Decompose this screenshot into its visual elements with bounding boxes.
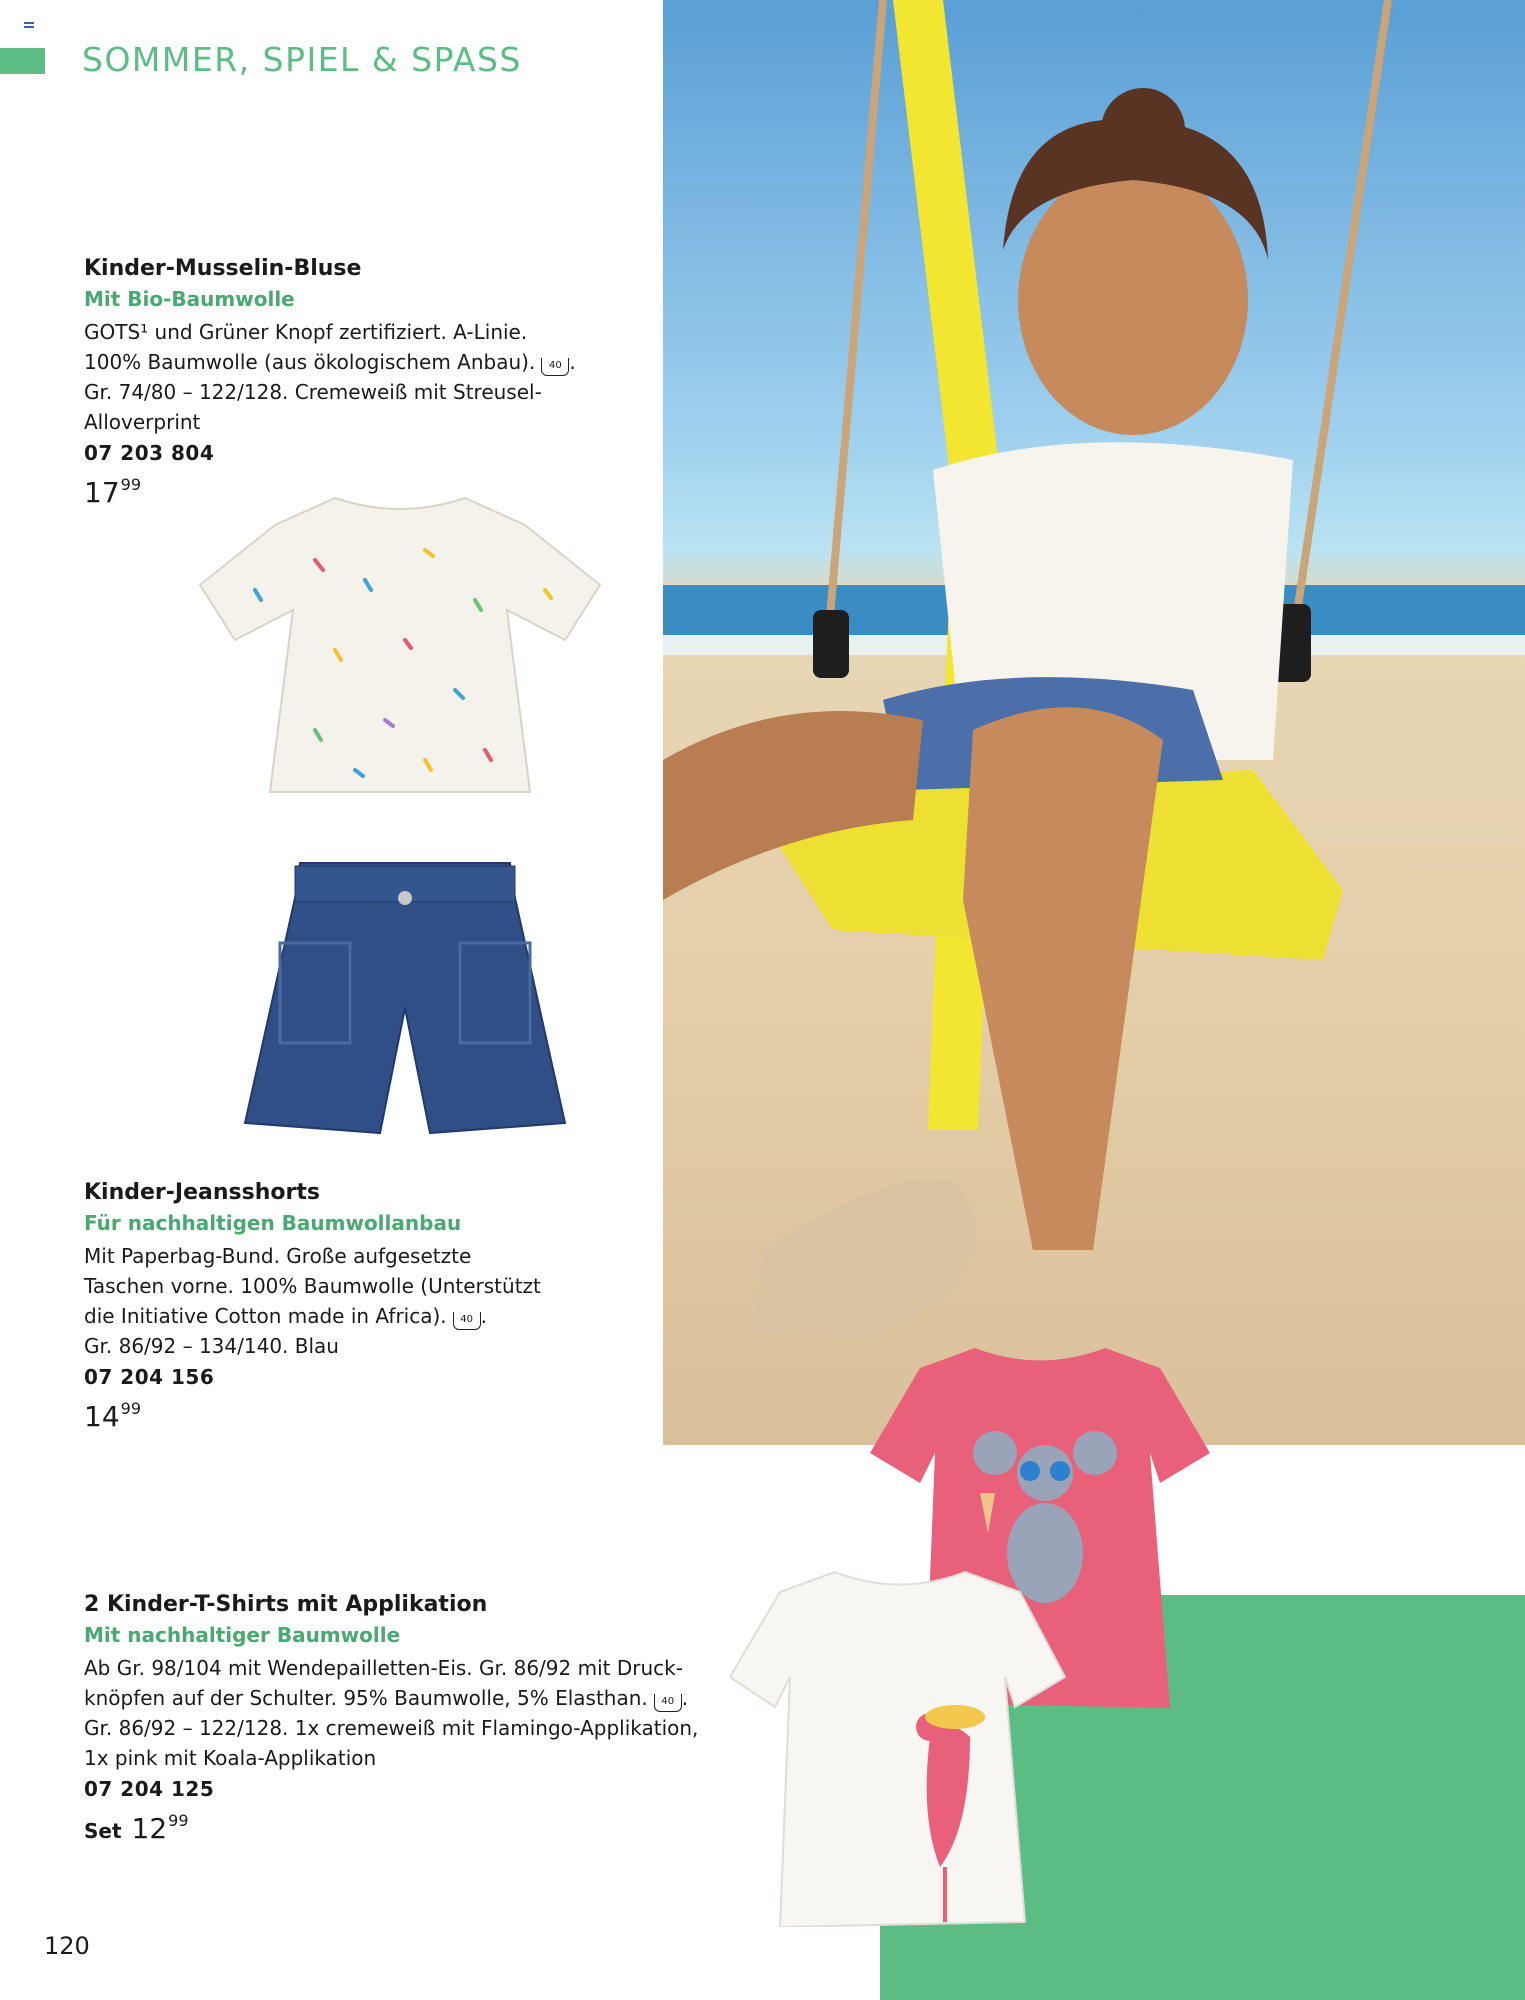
article-number: 07 204 156 (84, 1365, 215, 1389)
description-line: die Initiative Cotton made in Africa). 40 . (84, 1304, 487, 1328)
description-line: GOTS¹ und Grüner Knopf zertifiziert. A-Linie. (84, 320, 528, 344)
description-line: 100% Baumwolle (aus ökologischem Anbau). 40 . (84, 350, 576, 374)
header-accent-bar (0, 48, 45, 74)
wash-symbol-icon: 40 (541, 358, 569, 376)
description-line: Ab Gr. 98/104 mit Wendepailletten-Eis. Gr. 86/92 mit Druck- (84, 1656, 683, 1680)
product-description (84, 1653, 804, 1773)
page-title: SOMMER, SPIEL & SPASS (82, 40, 522, 79)
hero-photo (663, 0, 1525, 1445)
product-name: Kinder-Jeansshorts (84, 1180, 320, 1205)
menu-icon[interactable] (24, 22, 34, 30)
article-number: 07 204 125 (84, 1777, 215, 1801)
product-tshirts (84, 1592, 804, 1845)
description-line: 1x pink mit Koala-Applikation (84, 1746, 377, 1770)
blouse-image (195, 490, 605, 800)
product-name: Kinder-Musselin-Bluse (84, 256, 362, 281)
product-description (84, 1241, 684, 1361)
swing-scene-illustration (663, 0, 1525, 1445)
description-line: Mit Paperbag-Bund. Große aufgesetzte (84, 1244, 472, 1268)
product-description (84, 317, 684, 437)
page-number: 120 (44, 1932, 90, 1960)
description-line: Gr. 86/92 – 122/128. 1x cremeweiß mit Flamingo-Applikation, (84, 1716, 699, 1740)
product-blouse (84, 256, 684, 509)
price-prefix: Set (84, 1819, 122, 1843)
product-subtitle: Mit Bio-Baumwolle (84, 287, 295, 311)
wash-symbol-icon: 40 (654, 1694, 682, 1712)
product-subtitle: Für nachhaltigen Baumwollanbau (84, 1211, 462, 1235)
product-shorts (84, 1180, 684, 1433)
wash-symbol-icon: 40 (453, 1312, 481, 1330)
description-line: Gr. 86/92 – 134/140. Blau (84, 1334, 339, 1358)
article-number: 07 203 804 (84, 441, 215, 465)
description-line: Taschen vorne. 100% Baumwolle (Unterstützt (84, 1274, 541, 1298)
price: $17^{99}$ (84, 475, 141, 509)
price: Set $12^{99}$ (84, 1811, 189, 1845)
product-name: 2 Kinder-T-Shirts mit Applikation (84, 1592, 488, 1617)
product-subtitle: Mit nachhaltiger Baumwolle (84, 1623, 401, 1647)
description-line: Alloverprint (84, 410, 201, 434)
shorts-image (240, 858, 570, 1143)
description-line: knöpfen auf der Schulter. 95% Baumwolle, 5% Elasthan. 40 . (84, 1686, 689, 1710)
description-line: Gr. 74/80 – 122/128. Cremeweiß mit Streusel- (84, 380, 542, 404)
price: $14^{99}$ (84, 1399, 141, 1433)
